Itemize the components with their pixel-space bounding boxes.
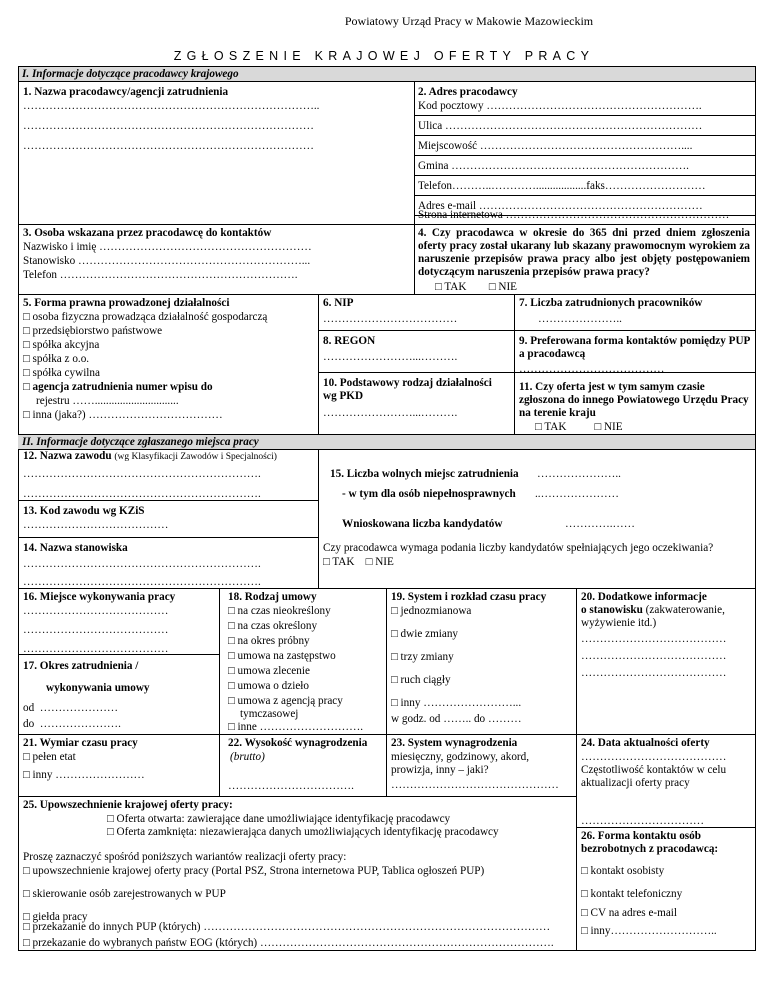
field-24-text: Częstotliwość kontaktów w celu aktualizacji oferty pracy: [581, 764, 727, 789]
divider: [576, 734, 756, 735]
variant-option[interactable]: □ giełda pracy: [23, 911, 88, 923]
contract-option[interactable]: □ umowa o dzieło: [228, 680, 310, 692]
field-25-label: 25. Upowszechnienie krajowej oferty pracy:: [23, 799, 233, 811]
city-field[interactable]: Miejscowość ………………………………………………....: [418, 140, 693, 152]
contract-option[interactable]: □ inne ……………………….: [228, 721, 364, 733]
update-frequency-field[interactable]: ……………………………: [581, 815, 705, 827]
salary-field[interactable]: …………………………….: [228, 780, 354, 792]
contact-option[interactable]: □ CV na adres e-mail: [581, 907, 678, 919]
variant-option[interactable]: □ upowszechnienie krajowej oferty pracy (Portal PSZ, Strona internetowa PUP, Tablica ogłoszeń PUP): [23, 865, 485, 877]
contract-option[interactable]: □ na czas nieokreślony: [228, 605, 331, 617]
divider: [18, 796, 576, 797]
field-20-label-2: o stanowisku: [581, 604, 643, 616]
contact-option[interactable]: □ kontakt telefoniczny: [581, 888, 683, 900]
field-5-label: 5. Forma prawna prowadzonej działalności: [23, 297, 230, 309]
profession-field[interactable]: ……………………………………………………….: [23, 468, 261, 480]
nip-field[interactable]: ………………………………: [323, 313, 458, 325]
field-1-label: 1. Nazwa pracodawcy/agencji zatrudnienia: [23, 86, 229, 98]
divider: [219, 588, 220, 734]
field-20-label: 20. Dodatkowe informacje: [581, 591, 707, 603]
divider: [414, 82, 415, 224]
section-1-title: I. Informacje dotyczące pracodawcy krajowego: [22, 68, 239, 80]
schedule-option[interactable]: □ jednozmianowa: [391, 605, 472, 617]
field-26-label: 26. Forma kontaktu osób bezrobotnych z pracodawcą:: [581, 830, 719, 855]
field-19-label: 19. System i rozkład czasu pracy: [391, 591, 547, 603]
contact-name-field[interactable]: Nazwisko i imię …………………………………………………: [23, 241, 312, 253]
divider: [414, 115, 755, 116]
candidates-question: Czy pracodawca wymaga podania liczby kandydatów spełniających jego oczekiwania?: [323, 542, 714, 554]
field-12-label: 12. Nazwa zawodu: [23, 450, 112, 462]
workplace-field[interactable]: …………………………………: [23, 643, 169, 655]
commune-field[interactable]: Gmina ……………………………………………………….: [418, 160, 689, 172]
candidates-options[interactable]: □ TAK □ NIE: [323, 556, 394, 568]
workplace-field[interactable]: …………………………………: [23, 605, 169, 617]
legal-form-option[interactable]: □ spółka z o.o.: [23, 353, 90, 365]
divider: [576, 588, 577, 950]
work-time-option[interactable]: □ inny ……………………: [23, 769, 145, 781]
field-1-input[interactable]: ……………………………………………………………………..: [23, 100, 320, 112]
field-12-sub: (wg Klasyfikacji Zawodów i Specjalności): [114, 452, 277, 462]
field-22-sub: (brutto): [230, 751, 265, 763]
border-right: [755, 66, 756, 950]
field-23-text: miesięczny, godzinowy, akord, prowizja, inny – jaki?: [391, 751, 530, 776]
field-2-label: 2. Adres pracodawcy: [418, 86, 518, 98]
field-4-options[interactable]: □ TAK □ NIE: [435, 281, 518, 293]
divider: [18, 734, 576, 735]
divider: [318, 294, 319, 434]
contract-option[interactable]: □ umowa na zastępstwo: [228, 650, 336, 662]
kzis-code-field[interactable]: …………………………………: [23, 519, 169, 531]
field-1-input[interactable]: ……………………………………………………………………: [23, 120, 314, 132]
field-20-note: (zakwaterowanie, wyżywienie itd.): [581, 604, 725, 629]
contract-option[interactable]: □ umowa z agencją pracy: [228, 695, 343, 707]
disabled-vacancies-field[interactable]: ..…………………: [535, 488, 619, 500]
website-field[interactable]: Strona internetowa ……………………………………………………: [418, 209, 730, 221]
divider: [514, 294, 515, 434]
field-17-label-2: wykonywania umowy: [46, 682, 150, 694]
field-10-label: 10. Podstawowy rodzaj działalności wg PKD: [323, 377, 492, 402]
contract-option[interactable]: □ na okres próbny: [228, 635, 310, 647]
field-9-label: 9. Preferowana forma kontaktów pomiędzy PUP a pracodawcą: [519, 335, 750, 360]
contact-position-field[interactable]: Stanowisko ……………………………………………………...: [23, 255, 311, 267]
divider: [414, 175, 755, 176]
contact-option[interactable]: □ inny………………………..: [581, 925, 717, 937]
legal-form-option[interactable]: □ spółka cywilna: [23, 367, 100, 379]
field-13-label: 13. Kod zawodu wg KZiS: [23, 505, 145, 517]
schedule-option[interactable]: □ trzy zmiany: [391, 651, 454, 663]
divider: [18, 537, 318, 538]
phone-fax-field[interactable]: Telefon………..…………..................faks………………………: [418, 180, 706, 192]
schedule-option[interactable]: □ dwie zmiany: [391, 628, 459, 640]
variant-option[interactable]: □ skierowanie osób zarejestrowanych w PUP: [23, 888, 226, 900]
office-header: Powiatowy Urząd Pracy w Makowie Mazowieckim: [344, 14, 594, 28]
vacancies-field[interactable]: …………………..: [537, 468, 621, 480]
field-18-label: 18. Rodzaj umowy: [228, 591, 317, 603]
contract-option[interactable]: □ umowa zlecenie: [228, 665, 310, 677]
variant-option[interactable]: □ przekazanie do innych PUP (których) …………………………………………………………………………………: [23, 921, 551, 933]
offer-closed-option[interactable]: □ Oferta zamknięta: niezawierająca danych umożliwiających identyfikację pracodawcy: [107, 826, 499, 838]
pay-system-field[interactable]: ………………………………………: [391, 779, 559, 791]
divider: [414, 155, 755, 156]
border-left: [18, 66, 19, 950]
field-21-label: 21. Wymiar czasu pracy: [23, 737, 138, 749]
field-23-label: 23. System wynagrodzenia: [391, 737, 518, 749]
section-2-title: II. Informacje dotyczące zgłaszanego miejsca pracy: [22, 436, 259, 448]
variants-intro: Proszę zaznaczyć spośród poniższych wariantów realizacji oferty pracy:: [23, 851, 347, 863]
pkd-field[interactable]: ……………………...……….: [323, 407, 458, 419]
field-16-label: 16. Miejsce wykonywania pracy: [23, 591, 176, 603]
field-24-label: 24. Data aktualności oferty: [581, 737, 710, 749]
divider: [414, 135, 755, 136]
section-2-header: [18, 434, 755, 450]
contact-option[interactable]: □ kontakt osobisty: [581, 865, 665, 877]
field-8-label: 8. REGON: [323, 335, 376, 347]
contract-option[interactable]: □ na czas określony: [228, 620, 318, 632]
schedule-option[interactable]: □ ruch ciągły: [391, 674, 451, 686]
border-bottom: [18, 950, 756, 951]
field-22-label: 22. Wysokość wynagrodzenia: [228, 737, 368, 749]
schedule-option[interactable]: □ inny ……………………...: [391, 697, 522, 709]
regon-field[interactable]: ……………………...……….: [323, 351, 458, 363]
employees-field[interactable]: …………………..: [538, 313, 622, 325]
additional-info-field[interactable]: …………………………………: [581, 633, 727, 645]
legal-form-option[interactable]: □ przedsiębiorstwo państwowe: [23, 325, 163, 337]
work-time-option[interactable]: □ pełen etat: [23, 751, 76, 763]
field-17-label: 17. Okres zatrudnienia /: [23, 660, 139, 672]
field-14-label: 14. Nazwa stanowiska: [23, 542, 128, 554]
section-1-header: [18, 66, 755, 82]
email-field[interactable]: Adres e-mail ……………………………………………………: [418, 200, 703, 212]
additional-info-field[interactable]: …………………………………: [581, 667, 727, 679]
postal-code-field[interactable]: Kod pocztowy ………………………………………………….: [418, 100, 702, 112]
field-15-label: 15. Liczba wolnych miejsc zatrudnienia: [330, 468, 519, 480]
legal-form-option[interactable]: □ inna (jaka?) ………………………………: [23, 409, 223, 421]
contact-form-field[interactable]: …………………………………: [519, 363, 665, 375]
divider: [18, 224, 756, 225]
period-from-field[interactable]: od …………………: [23, 702, 119, 714]
field-11-label: 11. Czy oferta jest w tym samym czasie zgłoszona do innego Powiatowego Urzędu Pracy na terenie kraju: [519, 381, 749, 419]
period-to-field[interactable]: do ………………….: [23, 718, 121, 730]
field-15-sub-label: - w tym dla osób niepełnosprawnych: [342, 488, 516, 500]
field-1-input[interactable]: ……………………………………………………………………: [23, 140, 314, 152]
divider: [386, 588, 387, 734]
divider: [18, 294, 756, 295]
field-7-label: 7. Liczba zatrudnionych pracowników: [519, 297, 703, 309]
field-4-question: 4. Czy pracodawca w okresie do 365 dni przed dniem zgłoszenia oferty pracy został ukarany lub skazany prawomocnym wyrokiem za naruszenie przepisów prawa pracy albo jest objęty postępowaniem dotyczącym naruszenia przepisów prawa pracy?: [418, 227, 750, 278]
candidates-label: Wnioskowana liczba kandydatów: [342, 518, 503, 530]
legal-form-option[interactable]: □ agencja zatrudnienia numer wpisu do: [23, 381, 213, 393]
additional-info-field[interactable]: …………………………………: [581, 650, 727, 662]
position-name-field[interactable]: ……………………………………………………….: [23, 558, 261, 570]
field-11-options[interactable]: □ TAK □ NIE: [535, 421, 623, 433]
divider: [318, 449, 319, 588]
working-hours-field[interactable]: w godz. od …….. do ………: [391, 713, 522, 725]
divider: [414, 195, 755, 196]
contract-option-cont: tymczasowej: [240, 708, 299, 720]
workplace-field[interactable]: …………………………………: [23, 624, 169, 636]
agency-register-field[interactable]: rejestru ……..............................: [36, 395, 179, 407]
offer-open-option[interactable]: □ Oferta otwarta: zawierające dane umożliwiające identyfikację pracodawcy: [107, 813, 451, 825]
divider: [318, 330, 755, 331]
offer-date-field[interactable]: …………………………………: [581, 751, 727, 763]
field-3-label: 3. Osoba wskazana przez pracodawcę do kontaktów: [23, 227, 272, 239]
field-20-text: [581, 591, 753, 630]
form-title: ZGŁOSZENIE KRAJOWEJ OFERTY PRACY: [173, 49, 595, 63]
candidates-field[interactable]: ………….……: [565, 518, 635, 530]
contact-phone-field[interactable]: Telefon ……………………………………………………….: [23, 269, 298, 281]
field-12-label-row: [23, 450, 277, 464]
street-field[interactable]: Ulica ……………………………………………………………: [418, 120, 703, 132]
position-name-field[interactable]: ……………………………………………………….: [23, 576, 261, 588]
divider: [414, 224, 415, 294]
legal-form-option[interactable]: □ spółka akcyjna: [23, 339, 100, 351]
profession-field[interactable]: ……………………………………………………….: [23, 488, 261, 500]
legal-form-option[interactable]: □ osoba fizyczna prowadząca działalność gospodarczą: [23, 311, 268, 323]
divider: [219, 734, 220, 796]
variant-option[interactable]: □ przekazanie do wybranych państw EOG (których) …………………………………………………………………….: [23, 937, 554, 949]
divider: [386, 734, 387, 796]
field-6-label: 6. NIP: [323, 297, 354, 309]
